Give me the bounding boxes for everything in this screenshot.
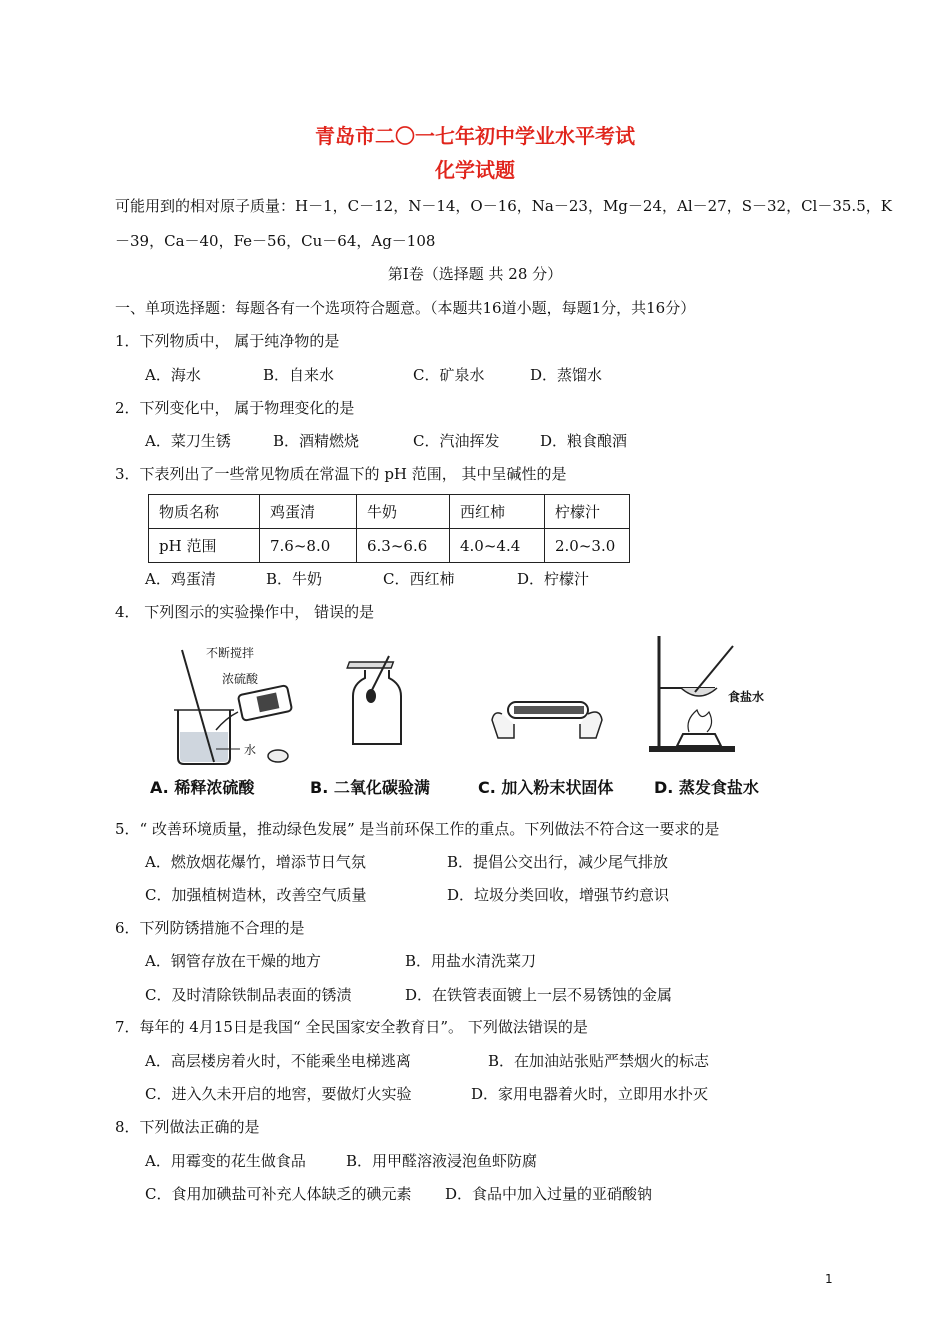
ph-table-cell: 柠檬汁 bbox=[545, 495, 630, 529]
caption-c: C. 加入粉末状固体 bbox=[478, 778, 614, 797]
question-7-stem: 7．每年的 4月15日是我国“ 全民国家安全教育日”。 下列做法错误的是 bbox=[115, 1018, 588, 1036]
water-fill bbox=[180, 732, 228, 762]
ph-table-row bbox=[149, 529, 630, 563]
ph-table-cell: pH 范围 bbox=[149, 529, 260, 563]
question-7-option-c: C．进入久未开启的地窖，要做灯火实验 bbox=[145, 1085, 412, 1103]
question-5-option-b: B．提倡公交出行，减少尾气排放 bbox=[447, 853, 669, 871]
question-1-stem: 1．下列物质中， 属于纯净物的是 bbox=[115, 332, 340, 350]
ph-table-cell: 2.0~3.0 bbox=[545, 529, 630, 563]
ph-table bbox=[148, 494, 630, 563]
ph-table-cell: 牛奶 bbox=[357, 495, 450, 529]
splint-flame bbox=[366, 689, 376, 703]
label-water: 水 bbox=[244, 743, 257, 757]
ph-table-cell: 6.3~6.6 bbox=[357, 529, 450, 563]
question-4-stem: 4． 下列图示的实验操作中， 错误的是 bbox=[115, 603, 375, 621]
ph-table-cell: 7.6~8.0 bbox=[260, 529, 357, 563]
question-8-option-b: B．用甲醛溶液浸泡鱼虾防腐 bbox=[346, 1152, 538, 1170]
question-8-stem: 8．下列做法正确的是 bbox=[115, 1118, 260, 1136]
powder-trough bbox=[514, 706, 584, 714]
question-7-option-b: B．在加油站张贴严禁烟火的标志 bbox=[488, 1052, 710, 1070]
ph-table-cell: 鸡蛋清 bbox=[260, 495, 357, 529]
figure-gas-bottle bbox=[345, 652, 415, 752]
alcohol-lamp bbox=[677, 734, 721, 746]
question-6-option-a: A．钢管存放在干燥的地方 bbox=[145, 952, 321, 970]
question-5-option-d: D．垃圾分类回收，增强节约意识 bbox=[447, 886, 670, 904]
question-1-option-a: A．海水 bbox=[145, 366, 201, 384]
question-6-stem: 6．下列防锈措施不合理的是 bbox=[115, 919, 305, 937]
ph-table-cell: 西红柿 bbox=[450, 495, 545, 529]
question-2-option-a: A．菜刀生锈 bbox=[145, 432, 231, 450]
question-2-stem: 2．下列变化中， 属于物理变化的是 bbox=[115, 399, 355, 417]
question-8-option-c: C．食用加碘盐可补充人体缺乏的碘元素 bbox=[145, 1185, 412, 1203]
part-heading: 一、单项选择题：每题各有一个选项符合题意。（本题共16道小题，每题1分，共16分） bbox=[115, 299, 696, 317]
question-6-option-b: B．用盐水清洗菜刀 bbox=[405, 952, 537, 970]
ph-table-cell: 物质名称 bbox=[149, 495, 260, 529]
bottle-cap bbox=[268, 750, 288, 762]
label-stir: 不断搅拌 bbox=[206, 646, 255, 660]
question-8-option-d: D．食品中加入过量的亚硝酸钠 bbox=[445, 1185, 653, 1203]
figure-test-tube bbox=[484, 680, 614, 750]
page-number: 1 bbox=[825, 1272, 833, 1286]
label-acid: 浓硫酸 bbox=[222, 672, 259, 686]
question-2-option-d: D．粮食酿酒 bbox=[540, 432, 628, 450]
atomic-masses-line2: －39，Ca－40，Fe－56，Cu－64，Ag－108 bbox=[115, 232, 436, 250]
ph-table-header-row bbox=[149, 495, 630, 529]
volume-heading: 第Ⅰ卷（选择题 共 28 分） bbox=[387, 265, 563, 283]
question-6-option-c: C．及时清除铁制品表面的锈渍 bbox=[145, 986, 352, 1004]
page-title: 青岛市二〇一七年初中学业水平考试 bbox=[315, 124, 635, 148]
label-brine: 食盐水 bbox=[728, 690, 765, 704]
question-6-option-d: D．在铁管表面镀上一层不易锈蚀的金属 bbox=[405, 986, 673, 1004]
question-3-option-d: D．柠檬汁 bbox=[517, 570, 590, 588]
evaporating-dish bbox=[681, 688, 717, 696]
question-3-option-a: A．鸡蛋清 bbox=[145, 570, 216, 588]
caption-b: B. 二氧化碳验满 bbox=[310, 778, 430, 797]
ph-table-cell: 4.0~4.4 bbox=[450, 529, 545, 563]
stirring-rod bbox=[695, 646, 733, 692]
caption-a: A. 稀释浓硫酸 bbox=[150, 778, 255, 797]
caption-d: D. 蒸发食盐水 bbox=[654, 778, 759, 797]
question-5-stem: 5．“ 改善环境质量，推动绿色发展” 是当前环保工作的重点。下列做法不符合这一要求的是 bbox=[115, 820, 720, 838]
page-subtitle: 化学试题 bbox=[435, 158, 515, 182]
question-1-option-c: C．矿泉水 bbox=[413, 366, 485, 384]
question-3-stem: 3．下表列出了一些常见物质在常温下的 pH 范围， 其中呈碱性的是 bbox=[115, 465, 567, 483]
question-1-option-d: D．蒸馏水 bbox=[530, 366, 603, 384]
atomic-masses-line1: 可能用到的相对原子质量：H－1，C－12，N－14，O－16，Na－23，Mg－24，Al－27，S－32，Cl－35.5，K bbox=[115, 197, 892, 215]
question-1-option-b: B．自来水 bbox=[263, 366, 335, 384]
question-8-option-a: A．用霉变的花生做食品 bbox=[145, 1152, 306, 1170]
question-3-option-c: C．西红柿 bbox=[383, 570, 455, 588]
question-2-option-c: C．汽油挥发 bbox=[413, 432, 500, 450]
question-7-option-a: A．高层楼房着火时，不能乘坐电梯逃离 bbox=[145, 1052, 411, 1070]
question-7-option-d: D．家用电器着火时，立即用水扑灭 bbox=[471, 1085, 709, 1103]
question-2-option-b: B．酒精燃烧 bbox=[273, 432, 360, 450]
question-5-option-a: A．燃放烟花爆竹，增添节日气氛 bbox=[145, 853, 366, 871]
question-3-option-b: B．牛奶 bbox=[266, 570, 323, 588]
question-5-option-c: C．加强植树造林，改善空气质量 bbox=[145, 886, 367, 904]
flame bbox=[688, 710, 712, 732]
